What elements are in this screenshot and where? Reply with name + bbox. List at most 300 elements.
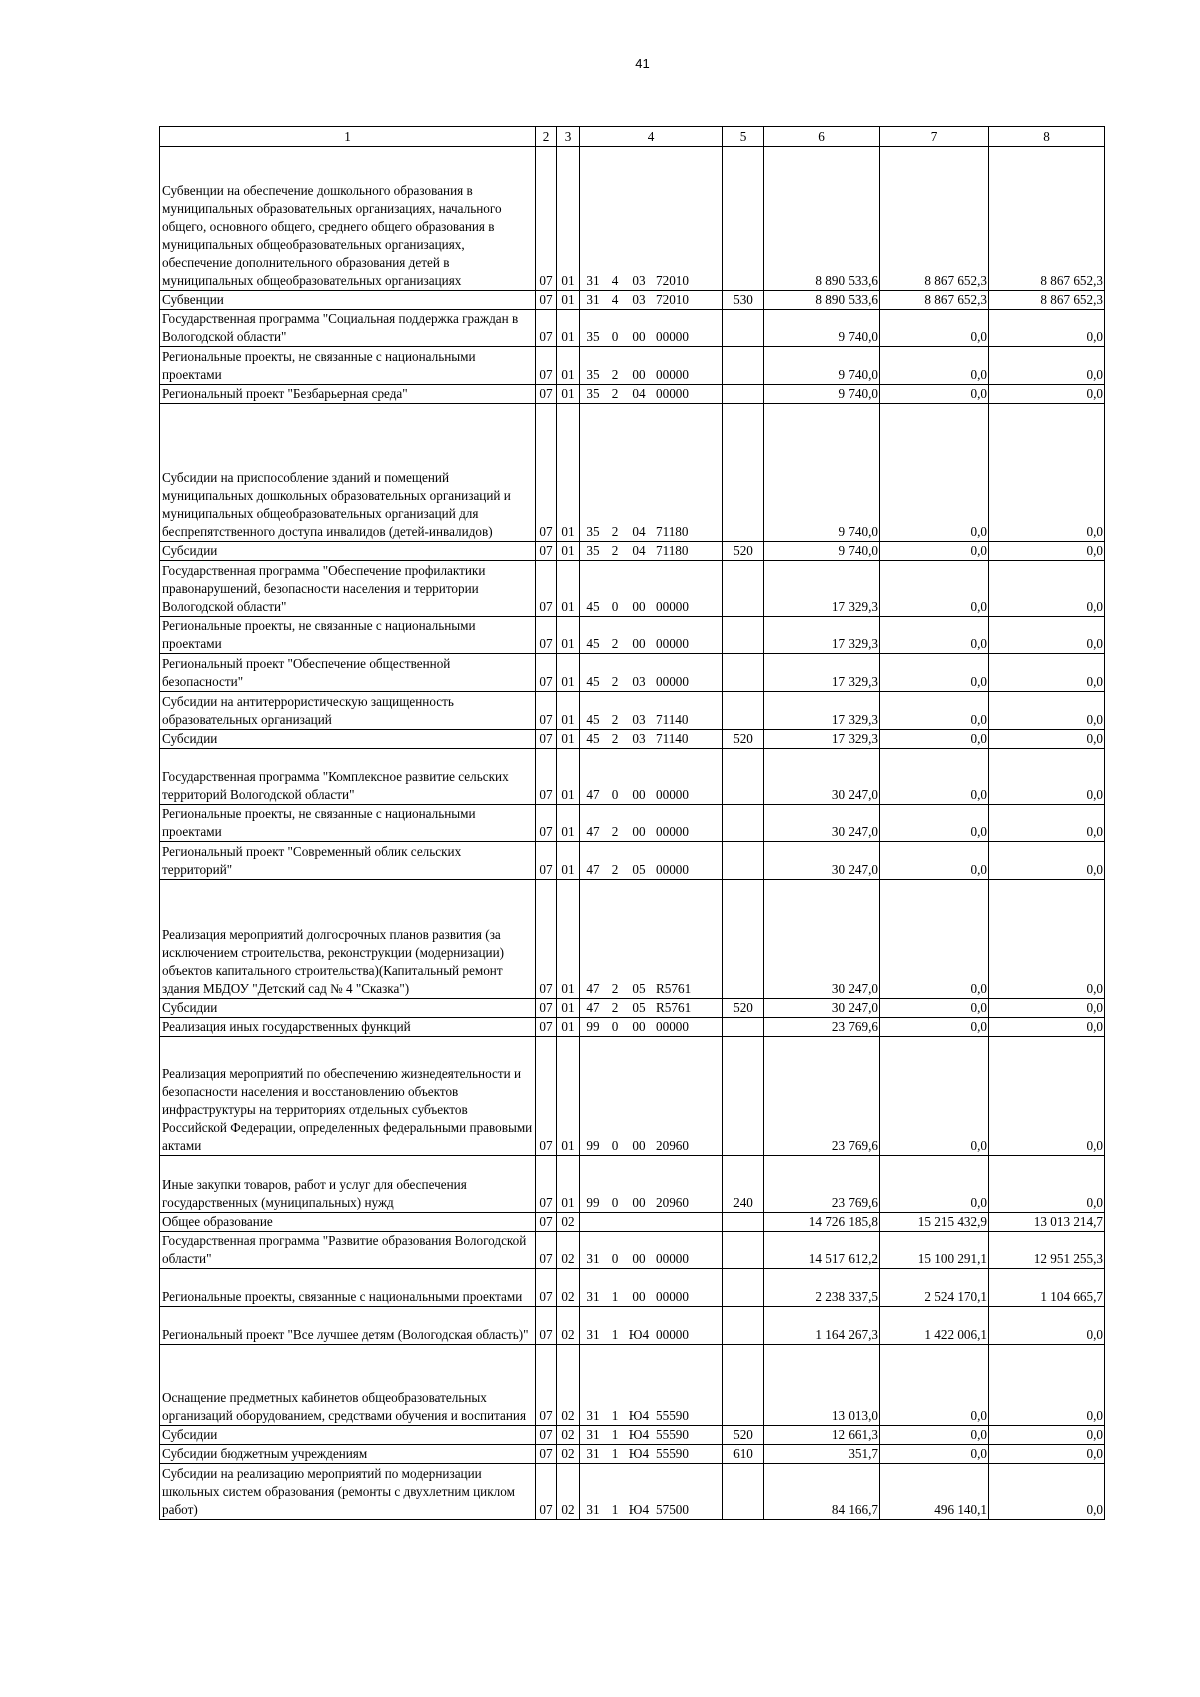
program-code: 31 [586, 1327, 600, 1342]
table-row [160, 654, 1105, 692]
section-code: 07 [536, 1445, 557, 1464]
project-code: 00 [632, 367, 646, 382]
subsection-code: 01 [557, 692, 580, 730]
row-name: Субсидии бюджетным учреждениям [160, 1445, 536, 1464]
expense-type-code [723, 385, 764, 404]
target-article-code [580, 147, 723, 291]
page-number: 41 [635, 56, 650, 71]
section-code: 07 [536, 1037, 557, 1156]
amount-col-8: 0,0 [989, 1445, 1105, 1464]
subsection-code: 01 [557, 542, 580, 561]
table-row [160, 749, 1105, 805]
subsection-code: 01 [557, 1037, 580, 1156]
amount-col-7: 0,0 [880, 617, 989, 654]
section-code: 07 [536, 730, 557, 749]
project-code: 00 [632, 1195, 646, 1210]
row-name: Оснащение предметных кабинетов общеобразовательных организаций оборудованием, средствами обучения и воспитания [160, 1345, 536, 1426]
table-row [160, 617, 1105, 654]
amount-col-6: 2 238 337,5 [764, 1269, 880, 1307]
subsection-code: 01 [557, 999, 580, 1018]
type-code: 2 [611, 386, 619, 401]
table-row [160, 347, 1105, 385]
section-code: 07 [536, 310, 557, 347]
subsection-code: 01 [557, 730, 580, 749]
subsection-code: 01 [557, 385, 580, 404]
section-code: 07 [536, 880, 557, 999]
type-code: 4 [611, 292, 619, 307]
row-name: Региональные проекты, не связанные с национальными проектами [160, 347, 536, 385]
amount-col-8: 0,0 [989, 1037, 1105, 1156]
program-code: 35 [586, 367, 600, 382]
amount-col-8: 0,0 [989, 692, 1105, 730]
type-code: 0 [611, 1138, 619, 1153]
type-code: 2 [611, 674, 619, 689]
amount-col-7: 8 867 652,3 [880, 291, 989, 310]
subsection-code: 02 [557, 1307, 580, 1345]
table-row [160, 147, 1105, 291]
amount-col-8: 0,0 [989, 310, 1105, 347]
expense-type-code [723, 692, 764, 730]
direction-code: R5761 [656, 981, 692, 996]
amount-col-7: 15 100 291,1 [880, 1232, 989, 1269]
project-code: Ю4 [628, 1408, 650, 1423]
amount-col-7: 0,0 [880, 385, 989, 404]
project-code: 00 [632, 1019, 646, 1034]
direction-code: 20960 [656, 1195, 689, 1210]
target-article-code [580, 1156, 723, 1213]
subsection-code: 01 [557, 291, 580, 310]
amount-col-8: 8 867 652,3 [989, 291, 1105, 310]
subsection-code: 01 [557, 310, 580, 347]
section-code: 07 [536, 749, 557, 805]
direction-code: 00000 [656, 636, 689, 651]
project-code: 05 [632, 1000, 646, 1015]
header-cell: 5 [723, 127, 764, 147]
target-article-code [580, 404, 723, 542]
target-article-code [580, 617, 723, 654]
direction-code: 00000 [656, 386, 689, 401]
target-article-code [580, 654, 723, 692]
amount-col-7: 15 215 432,9 [880, 1213, 989, 1232]
program-code: 31 [586, 1251, 600, 1266]
table-row [160, 561, 1105, 617]
amount-col-6: 8 890 533,6 [764, 291, 880, 310]
section-code: 07 [536, 1018, 557, 1037]
direction-code: 00000 [656, 1289, 689, 1304]
header-row [160, 127, 1105, 147]
program-code: 47 [586, 824, 600, 839]
row-name: Субсидии на антитеррористическую защищенность образовательных организаций [160, 692, 536, 730]
target-article-code [580, 561, 723, 617]
subsection-code: 01 [557, 347, 580, 385]
row-name: Государственная программа "Социальная поддержка граждан в Вологодской области" [160, 310, 536, 347]
amount-col-8: 0,0 [989, 561, 1105, 617]
expense-type-code [723, 617, 764, 654]
type-code: 1 [611, 1327, 619, 1342]
row-name: Субсидии на реализацию мероприятий по модернизации школьных систем образования (ремонты с двухлетним циклом работ) [160, 1464, 536, 1520]
amount-col-6: 30 247,0 [764, 999, 880, 1018]
subsection-code: 02 [557, 1464, 580, 1520]
expense-type-code: 520 [723, 542, 764, 561]
project-code: 05 [632, 981, 646, 996]
section-code: 07 [536, 1269, 557, 1307]
amount-col-7: 0,0 [880, 880, 989, 999]
table-row [160, 1213, 1105, 1232]
project-code: 04 [632, 524, 646, 539]
amount-col-6: 13 013,0 [764, 1345, 880, 1426]
row-name: Региональный проект "Современный облик сельских территорий" [160, 842, 536, 880]
table-row [160, 1426, 1105, 1445]
expense-type-code: 520 [723, 999, 764, 1018]
project-code: 00 [632, 636, 646, 651]
amount-col-7: 0,0 [880, 1345, 989, 1426]
table-row [160, 1445, 1105, 1464]
direction-code: 00000 [656, 599, 689, 614]
row-name: Субвенции на обеспечение дошкольного образования в муниципальных образовательных организациях, начального общего, основного общего, среднего общего образования в муниципальных общеобразовательных организациях, обеспечение дополнительного образования детей в муниципальных общеобразовательных организациях [160, 147, 536, 291]
header-cell: 8 [989, 127, 1105, 147]
program-code: 35 [586, 329, 600, 344]
section-code: 07 [536, 1345, 557, 1426]
type-code: 2 [611, 712, 619, 727]
direction-code: 71180 [656, 524, 689, 539]
amount-col-7: 0,0 [880, 542, 989, 561]
target-article-code [580, 1018, 723, 1037]
target-article-code [580, 291, 723, 310]
project-code: 03 [632, 712, 646, 727]
program-code: 99 [586, 1195, 600, 1210]
program-code: 47 [586, 1000, 600, 1015]
expense-type-code [723, 880, 764, 999]
table-row [160, 1037, 1105, 1156]
program-code: 31 [586, 1289, 600, 1304]
section-code: 07 [536, 842, 557, 880]
direction-code: 57500 [656, 1502, 689, 1517]
amount-col-7: 2 524 170,1 [880, 1269, 989, 1307]
project-code: Ю4 [628, 1502, 650, 1517]
amount-col-6: 14 517 612,2 [764, 1232, 880, 1269]
direction-code: 72010 [656, 273, 689, 288]
project-code: 00 [632, 1138, 646, 1153]
row-name: Реализация иных государственных функций [160, 1018, 536, 1037]
expense-type-code: 520 [723, 730, 764, 749]
direction-code: 20960 [656, 1138, 689, 1153]
subsection-code: 01 [557, 842, 580, 880]
amount-col-8: 0,0 [989, 805, 1105, 842]
table-row [160, 310, 1105, 347]
target-article-code [580, 730, 723, 749]
program-code: 31 [586, 1408, 600, 1423]
expense-type-code [723, 147, 764, 291]
table-row [160, 1232, 1105, 1269]
direction-code: 55590 [656, 1446, 689, 1461]
expense-type-code [723, 1307, 764, 1345]
expense-type-code: 610 [723, 1445, 764, 1464]
expense-type-code [723, 347, 764, 385]
subsection-code: 01 [557, 1018, 580, 1037]
amount-col-6: 23 769,6 [764, 1037, 880, 1156]
amount-col-7: 0,0 [880, 347, 989, 385]
amount-col-8: 0,0 [989, 385, 1105, 404]
section-code: 07 [536, 654, 557, 692]
section-code: 07 [536, 385, 557, 404]
type-code: 2 [611, 524, 619, 539]
type-code: 0 [611, 329, 619, 344]
direction-code: 00000 [656, 1019, 689, 1034]
header-cell: 7 [880, 127, 989, 147]
amount-col-6: 9 740,0 [764, 310, 880, 347]
table-row [160, 1307, 1105, 1345]
project-code: 03 [632, 273, 646, 288]
expense-type-code [723, 1464, 764, 1520]
target-article-code [580, 347, 723, 385]
amount-col-6: 30 247,0 [764, 805, 880, 842]
target-article-code [580, 542, 723, 561]
amount-col-7: 0,0 [880, 654, 989, 692]
expense-type-code: 520 [723, 1426, 764, 1445]
section-code: 07 [536, 1156, 557, 1213]
target-article-code [580, 1269, 723, 1307]
header-cell: 6 [764, 127, 880, 147]
type-code: 0 [611, 1019, 619, 1034]
direction-code: 55590 [656, 1408, 689, 1423]
amount-col-8: 0,0 [989, 1307, 1105, 1345]
amount-col-7: 1 422 006,1 [880, 1307, 989, 1345]
program-code: 31 [586, 273, 600, 288]
project-code: Ю4 [628, 1327, 650, 1342]
direction-code: 71180 [656, 543, 689, 558]
row-name: Региональные проекты, не связанные с национальными проектами [160, 617, 536, 654]
subsection-code: 02 [557, 1445, 580, 1464]
program-code: 99 [586, 1019, 600, 1034]
subsection-code: 02 [557, 1213, 580, 1232]
target-article-code [580, 1345, 723, 1426]
table-row [160, 1018, 1105, 1037]
row-name: Субсидии [160, 730, 536, 749]
type-code: 1 [611, 1408, 619, 1423]
subsection-code: 02 [557, 1232, 580, 1269]
project-code: 00 [632, 599, 646, 614]
direction-code: R5761 [656, 1000, 692, 1015]
target-article-code [580, 1445, 723, 1464]
amount-col-8: 0,0 [989, 617, 1105, 654]
amount-col-6: 23 769,6 [764, 1156, 880, 1213]
amount-col-8: 0,0 [989, 1426, 1105, 1445]
subsection-code: 01 [557, 749, 580, 805]
direction-code: 00000 [656, 824, 689, 839]
header-cell: 1 [160, 127, 536, 147]
subsection-code: 01 [557, 147, 580, 291]
amount-col-7: 0,0 [880, 692, 989, 730]
target-article-code [580, 692, 723, 730]
section-code: 07 [536, 291, 557, 310]
program-code: 47 [586, 862, 600, 877]
expense-type-code [723, 805, 764, 842]
project-code: 00 [632, 824, 646, 839]
expense-type-code [723, 1269, 764, 1307]
amount-col-6: 351,7 [764, 1445, 880, 1464]
amount-col-7: 0,0 [880, 1156, 989, 1213]
amount-col-7: 0,0 [880, 561, 989, 617]
type-code: 0 [611, 1195, 619, 1210]
project-code: 03 [632, 674, 646, 689]
program-code: 31 [586, 1446, 600, 1461]
subsection-code: 01 [557, 1156, 580, 1213]
section-code: 07 [536, 561, 557, 617]
direction-code: 71140 [656, 731, 689, 746]
type-code: 4 [611, 273, 619, 288]
table-row [160, 1156, 1105, 1213]
table-row [160, 730, 1105, 749]
table-row [160, 291, 1105, 310]
amount-col-8: 8 867 652,3 [989, 147, 1105, 291]
table-row [160, 880, 1105, 999]
row-name: Региональные проекты, не связанные с национальными проектами [160, 805, 536, 842]
budget-table [159, 126, 1105, 1520]
amount-col-6: 17 329,3 [764, 561, 880, 617]
amount-col-7: 0,0 [880, 730, 989, 749]
project-code: 04 [632, 386, 646, 401]
expense-type-code [723, 1018, 764, 1037]
amount-col-8: 0,0 [989, 1464, 1105, 1520]
type-code: 1 [611, 1289, 619, 1304]
row-name: Государственная программа "Развитие образования Вологодской области" [160, 1232, 536, 1269]
amount-col-7: 496 140,1 [880, 1464, 989, 1520]
target-article-code [580, 999, 723, 1018]
amount-col-8: 0,0 [989, 730, 1105, 749]
program-code: 35 [586, 524, 600, 539]
program-code: 35 [586, 386, 600, 401]
amount-col-7: 0,0 [880, 805, 989, 842]
amount-col-6: 17 329,3 [764, 730, 880, 749]
amount-col-6: 17 329,3 [764, 654, 880, 692]
section-code: 07 [536, 692, 557, 730]
expense-type-code: 240 [723, 1156, 764, 1213]
amount-col-6: 9 740,0 [764, 347, 880, 385]
direction-code: 00000 [656, 1251, 689, 1266]
amount-col-6: 30 247,0 [764, 842, 880, 880]
row-name: Региональный проект "Безбарьерная среда" [160, 385, 536, 404]
expense-type-code [723, 404, 764, 542]
direction-code: 72010 [656, 292, 689, 307]
project-code: Ю4 [628, 1427, 650, 1442]
amount-col-7: 0,0 [880, 310, 989, 347]
section-code: 07 [536, 1307, 557, 1345]
program-code: 35 [586, 543, 600, 558]
section-code: 07 [536, 1213, 557, 1232]
type-code: 2 [611, 543, 619, 558]
type-code: 1 [611, 1502, 619, 1517]
expense-type-code [723, 1213, 764, 1232]
amount-col-8: 1 104 665,7 [989, 1269, 1105, 1307]
amount-col-8: 0,0 [989, 654, 1105, 692]
amount-col-8: 0,0 [989, 347, 1105, 385]
table-row [160, 1464, 1105, 1520]
header-cell: 4 [580, 127, 723, 147]
table-row [160, 385, 1105, 404]
target-article-code [580, 749, 723, 805]
program-code: 45 [586, 636, 600, 651]
direction-code: 00000 [656, 367, 689, 382]
amount-col-8: 0,0 [989, 1018, 1105, 1037]
direction-code: 71140 [656, 712, 689, 727]
amount-col-6: 30 247,0 [764, 749, 880, 805]
project-code: 04 [632, 543, 646, 558]
table-row [160, 1269, 1105, 1307]
row-name: Реализация мероприятий по обеспечению жизнедеятельности и безопасности населения и восстановлению объектов инфраструктуры на территориях отдельных субъектов Российской Федерации, определенных федеральными правовыми актами [160, 1037, 536, 1156]
type-code: 1 [611, 1427, 619, 1442]
direction-code: 00000 [656, 862, 689, 877]
type-code: 2 [611, 636, 619, 651]
amount-col-8: 13 013 214,7 [989, 1213, 1105, 1232]
table-row [160, 842, 1105, 880]
amount-col-8: 0,0 [989, 542, 1105, 561]
target-article-code [580, 880, 723, 999]
row-name: Общее образование [160, 1213, 536, 1232]
project-code: 03 [632, 292, 646, 307]
row-name: Субсидии [160, 542, 536, 561]
expense-type-code [723, 1037, 764, 1156]
expense-type-code [723, 1232, 764, 1269]
amount-col-6: 84 166,7 [764, 1464, 880, 1520]
type-code: 2 [611, 731, 619, 746]
project-code: Ю4 [628, 1446, 650, 1461]
row-name: Государственная программа "Обеспечение профилактики правонарушений, безопасности населения и территории Вологодской области" [160, 561, 536, 617]
amount-col-8: 0,0 [989, 842, 1105, 880]
row-name: Государственная программа "Комплексное развитие сельских территорий Вологодской области" [160, 749, 536, 805]
type-code: 2 [611, 1000, 619, 1015]
project-code: 00 [632, 329, 646, 344]
amount-col-7: 0,0 [880, 1037, 989, 1156]
expense-type-code [723, 561, 764, 617]
program-code: 45 [586, 712, 600, 727]
expense-type-code [723, 310, 764, 347]
row-name: Субсидии [160, 999, 536, 1018]
expense-type-code [723, 654, 764, 692]
expense-type-code [723, 842, 764, 880]
table-row [160, 1345, 1105, 1426]
program-code: 47 [586, 981, 600, 996]
amount-col-6: 8 890 533,6 [764, 147, 880, 291]
amount-col-8: 0,0 [989, 749, 1105, 805]
expense-type-code [723, 1345, 764, 1426]
type-code: 0 [611, 1251, 619, 1266]
amount-col-6: 9 740,0 [764, 385, 880, 404]
amount-col-7: 0,0 [880, 842, 989, 880]
amount-col-6: 17 329,3 [764, 617, 880, 654]
subsection-code: 01 [557, 805, 580, 842]
type-code: 2 [611, 367, 619, 382]
target-article-code [580, 310, 723, 347]
amount-col-6: 9 740,0 [764, 404, 880, 542]
direction-code: 00000 [656, 674, 689, 689]
type-code: 1 [611, 1446, 619, 1461]
amount-col-7: 0,0 [880, 404, 989, 542]
type-code: 2 [611, 824, 619, 839]
section-code: 07 [536, 542, 557, 561]
amount-col-8: 0,0 [989, 1156, 1105, 1213]
section-code: 07 [536, 147, 557, 291]
program-code: 31 [586, 292, 600, 307]
table-row [160, 692, 1105, 730]
program-code: 99 [586, 1138, 600, 1153]
program-code: 31 [586, 1427, 600, 1442]
project-code: 05 [632, 862, 646, 877]
subsection-code: 02 [557, 1345, 580, 1426]
direction-code: 00000 [656, 329, 689, 344]
project-code: 00 [632, 1289, 646, 1304]
project-code: 03 [632, 731, 646, 746]
section-code: 07 [536, 347, 557, 385]
